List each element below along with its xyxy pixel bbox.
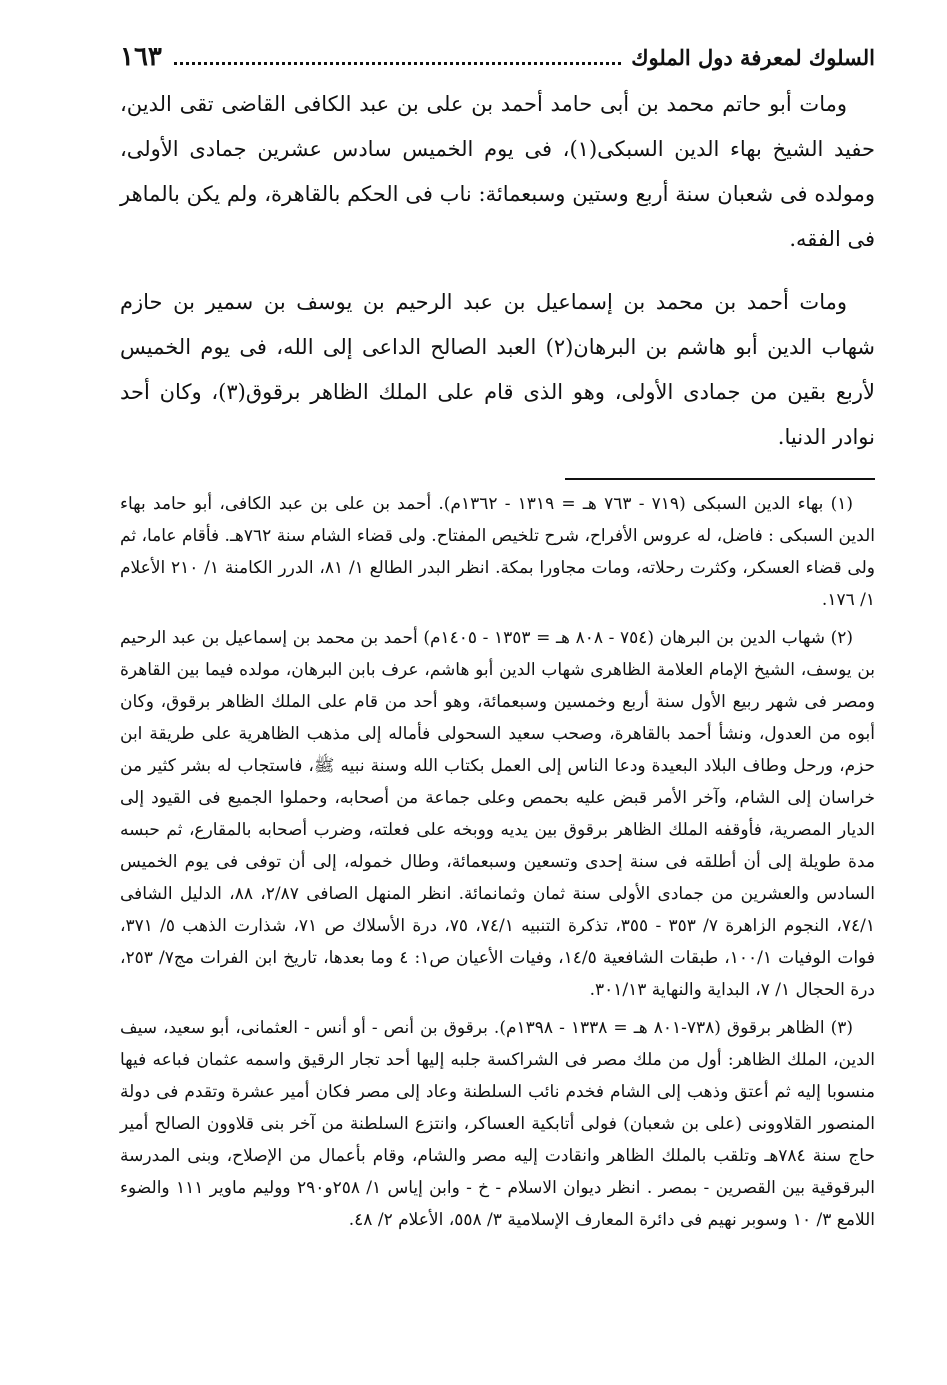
footnote-1: (١) بهاء الدين السبكى (٧١٩ - ٧٦٣ هـ = ١٣١٩ - ١٣٦٢م). أحمد بن على بن عبد الكافى، أبو حامد بهاء الدين السبكى : فاضل، له عروس الأفراح، شرح تلخيص المفتاح. ولى قضاء الشام سنة ٧٦٢هـ. فأقام عاما، ثم ولى قضاء العسكر، وكثرت رحلاته، ومات مجاورا بمكة. انظر البدر الطالع ١/ ٨١، الدرر الكامنة ١/ ٢١٠ الأعلام ١/ ١٧٦.: [120, 494, 875, 610]
footnote-2: (٢) شهاب الدين بن البرهان (٧٥٤ - ٨٠٨ هـ = ١٣٥٣ - ١٤٠٥م) أحمد بن محمد بن إسماعيل بن عبد الرحيم بن يوسف، الشيخ الإمام العلامة الظاهرى شهاب الدين أبو هاشم، عرف بابن البرهان، مولده فيما بين القاهرة ومصر فى شهر ربيع الأول سنة أربع وخمسين وسبعمائة، وهو أحد من قام على الملك الظاهر برقوق، وكان أبوه من العدول، ونشأ أحمد بالقاهرة، وصحب سعيد السحولى فأماله إلى مذهب الظاهرية على طريقة ابن حزم، ورحل وطاف البلاد البعيدة ودعا الناس إلى العمل بكتاب الله وسنة نبيه ﷺ، فاستجاب له بشر كثير من خراسان إلى الشام، وآخر الأمر قبض عليه بحمص وعلى جماعة من أصحابه، وحملوا الجميع فى القيود إلى الديار المصرية، فأوقفه الملك الظاهر برقوق بين يديه ووبخه على فعلته، وضرب أصحابه بالمقارع، ثم حبسه مدة طويلة إلى أن أطلقه فى سنة إحدى وتسعين وسبعمائة، وطال خموله، إلى أن توفى فى يوم الخميس السادس والعشرين من جمادى الأولى سنة ثمان وثمانمائة. انظر المنهل الصافى ٢/٨٧، ٨٨، الدليل الشافى ٧٤/١، النجوم الزاهرة ٧/ ٣٥٣ - ٣٥٥، تذكرة التنبيه ٧٤/١، ٧٥، درة الأسلاك ص ٧١، شذارت الذهب ٥/ ٣٧١، فوات الوفيات ١٠٠/١، طبقات الشافعية ١٤/٥، وفيات الأعيان ص١: ٤ وما بعدها، تاريخ ابن الفرات مج٧/ ٢٥٣، درة الحجال ١/ ٧، البداية والنهاية ٣٠١/١٣.: [120, 628, 876, 1000]
footnote-separator: [565, 478, 875, 480]
page-number: ١٦٣: [120, 42, 162, 72]
main-text: [120, 82, 875, 460]
header-dot-leader: [174, 62, 621, 65]
paragraph-abu-hatim: ومات أبو حاتم محمد بن أبى حامد أحمد بن على بن عبد الكافى القاضى تقى الدين، حفيد الشيخ بهاء الدين السبكى(١)، فى يوم الخميس سادس عشرين جمادى الأولى، ومولده فى شعبان سنة أربع وستين وسبعمائة: ناب فى الحكم بالقاهرة، ولم يكن بالماهر فى الفقه.: [120, 92, 876, 251]
running-header: [120, 32, 875, 82]
footnotes: [120, 488, 875, 1236]
footnote-3: (٣) الظاهر برقوق (٧٣٨-٨٠١ هـ = ١٣٣٨ - ١٣٩٨م). برقوق بن أنص - أو أنس - العثمانى، أبو سعيد، سيف الدين، الملك الظاهر: أول من ملك مصر فى الشراكسة جلبه إليها أحد تجار الرقيق واسمه عثمان فباعه فيها منسوبا إليه ثم أعتق وذهب إلى الشام فخدم نائب السلطنة وعاد إلى مصر فكان أمير عشرة وتقدم فى دولة المنصور القلاوونى (على بن شعبان) فولى أتابكية العساكر، وانتزع السلطنة من آخر بنى قلاوون الصالح أمير حاج سنة ٧٨٤هـ وتلقب بالملك الظاهر وانقادت إليه مصر والشام، وقام بأعمال من الإصلاح، وبنى المدرسة البرقوقية بين القصرين - بمصر . انظر ديوان الاسلام - خ - وابن إياس ١/ ٢٥٨و٢٩٠ ووليم ماوير ١١١ والضوء اللامع ٣/ ١٠ وسوبر نهيم فى دائرة المعارف الإسلامية ٣/ ٥٥٨، الأعلام ٢/ ٤٨.: [120, 1018, 875, 1230]
book-title: السلوك لمعرفة دول الملوك: [631, 44, 875, 70]
paragraph-ibn-al-burhan: ومات أحمد بن محمد بن إسماعيل بن عبد الرحيم بن يوسف بن سمير بن حازم شهاب الدين أبو هاشم بن البرهان(٢) العبد الصالح الداعى إلى الله، فى يوم الخميس لأربع بقين من جمادى الأولى، وهو الذى قام على الملك الظاهر برقوق(٣)، وكان أحد نوادر الدنيا.: [120, 290, 875, 449]
